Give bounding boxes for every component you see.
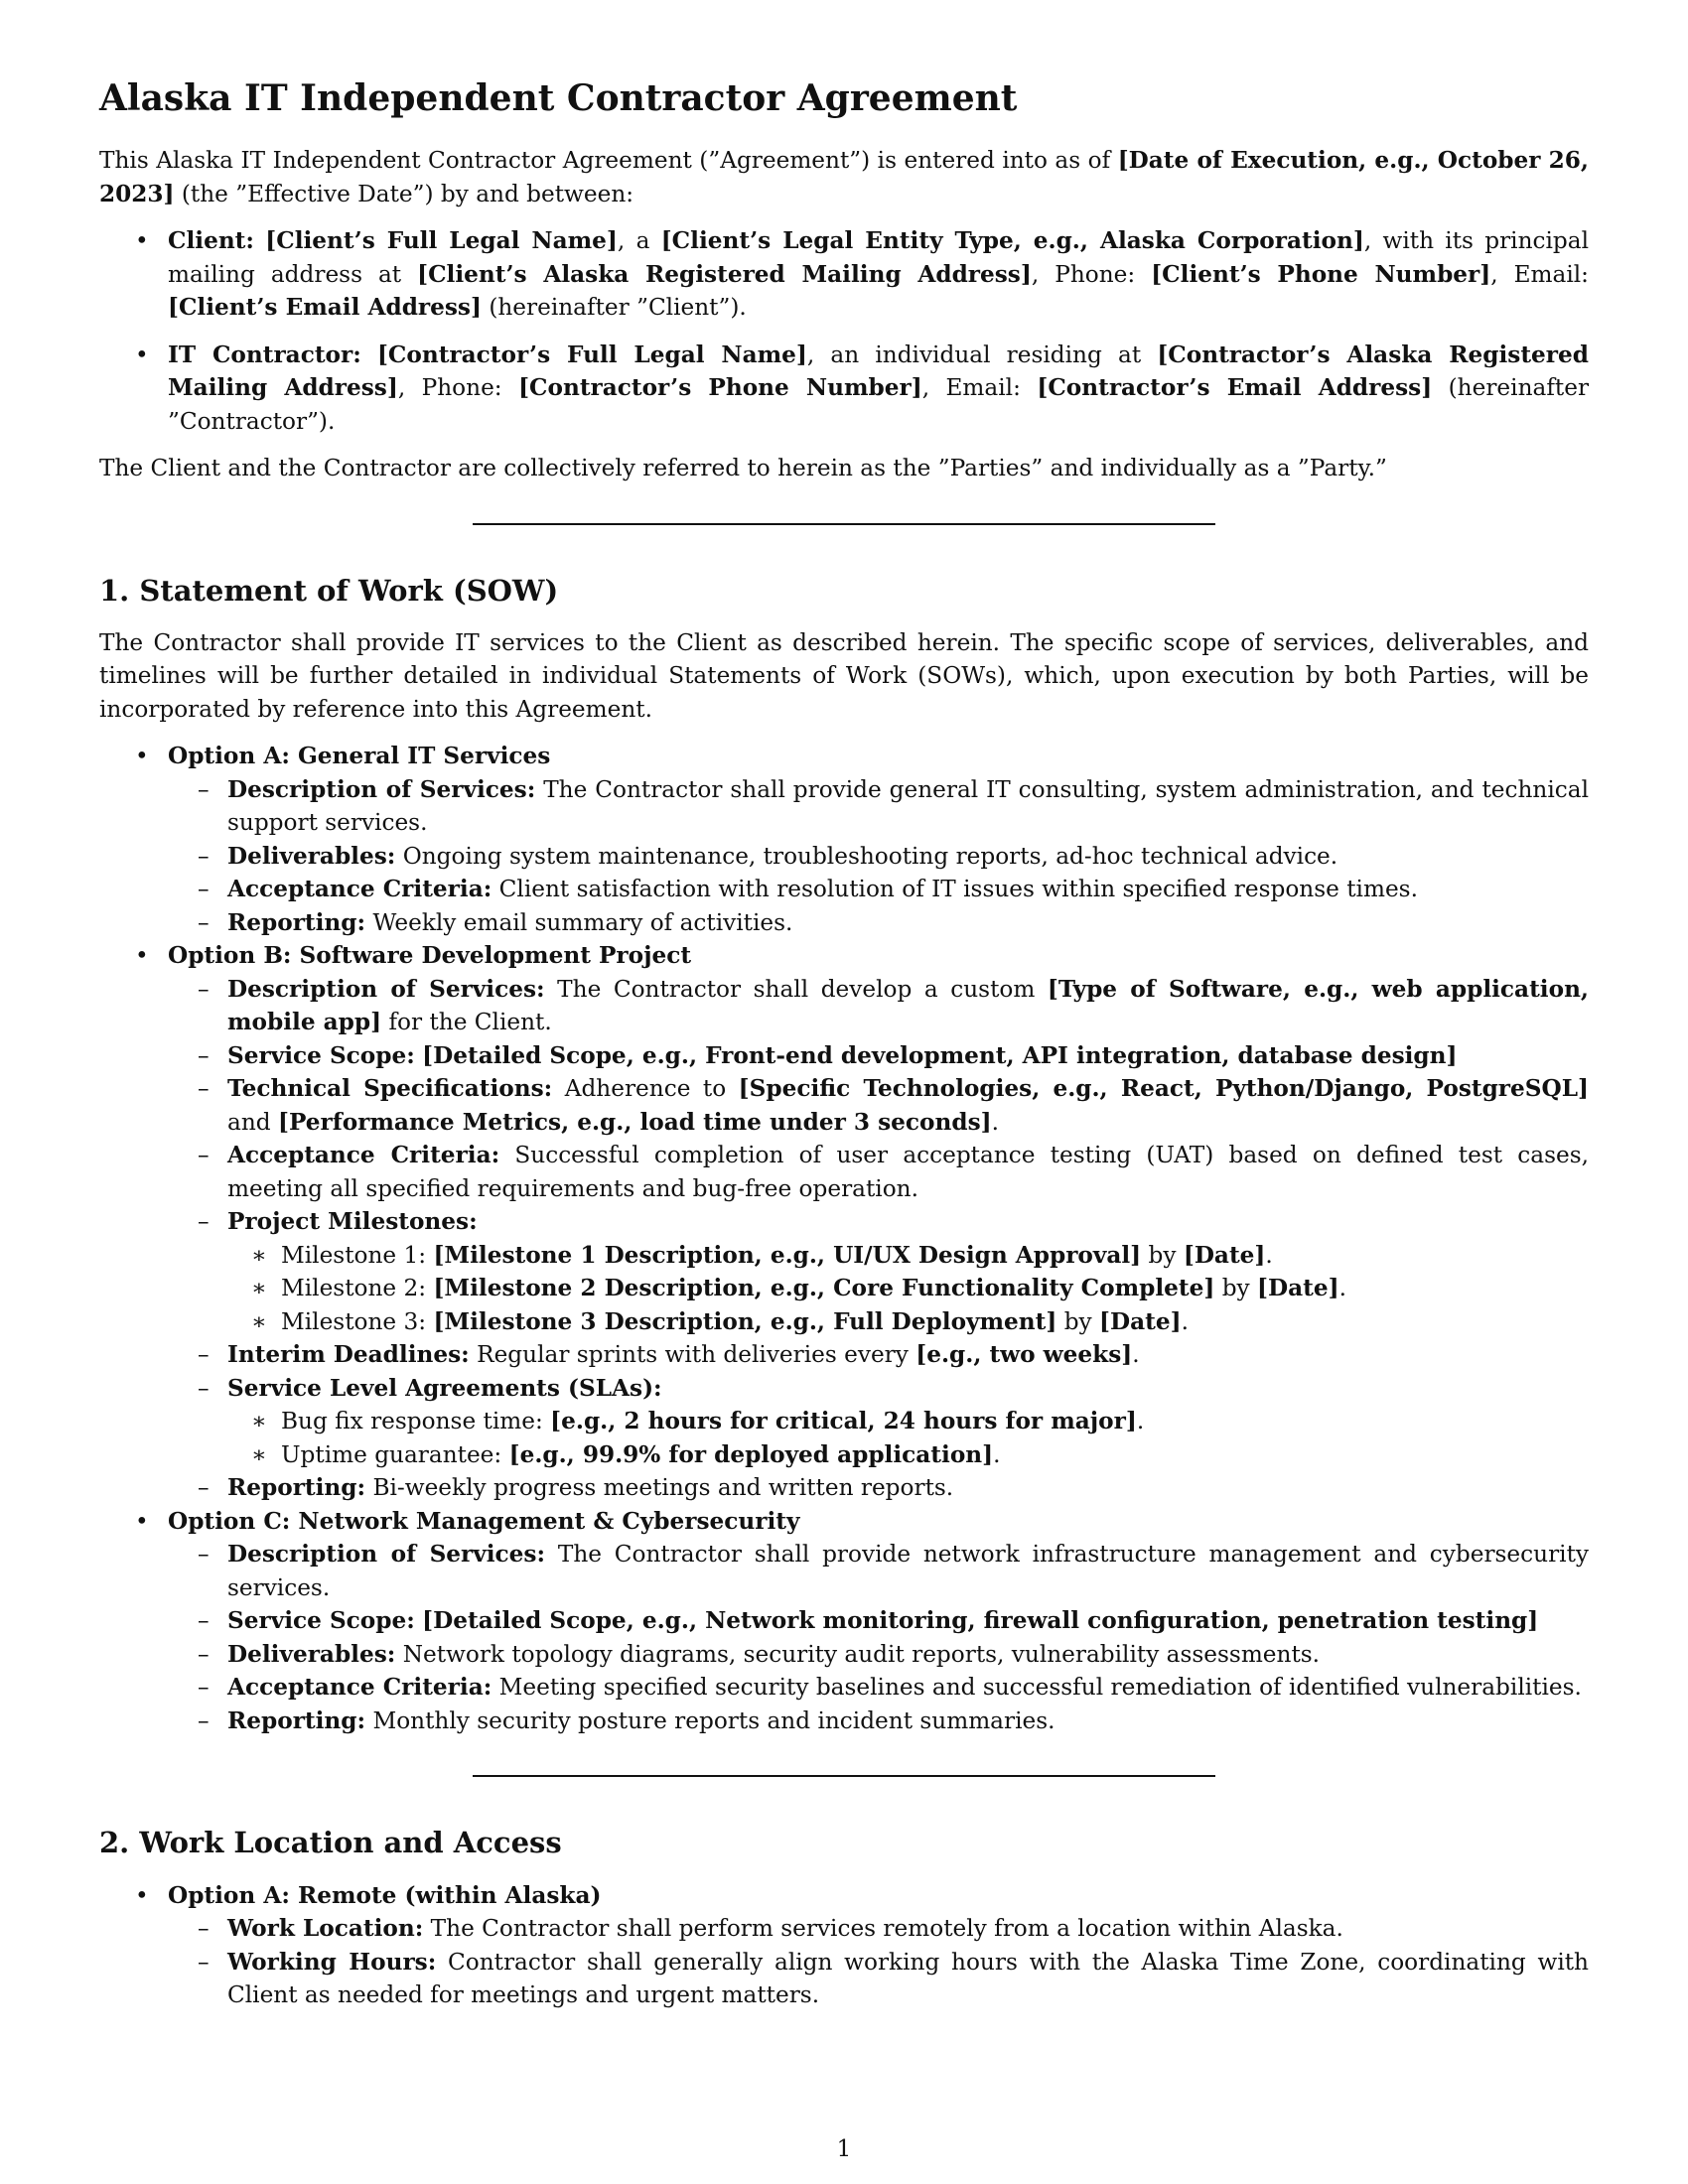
- list-item: – Service Scope: [Detailed Scope, e.g., Network monitoring, firewall configuration, penetration testing]: [168, 1604, 1589, 1638]
- document-title: Alaska IT Independent Contractor Agreement: [99, 77, 1018, 119]
- collective-definition: The Client and the Contractor are collectively referred to herein as the ”Parties” and individually as a ”Party.”: [99, 455, 1387, 482]
- list-item: – Deliverables: Network topology diagrams, security audit reports, vulnerability assessments.: [168, 1638, 1589, 1672]
- section-divider: [473, 1775, 1215, 1777]
- sow-option-c: • Option C: Network Management & Cybersecurity – Description of Services: The Contractor shall provide network infrastructure management and cybersecurity services. – Service Scope: [Detailed Scope, e.g., Network monitoring, firewall configuration, penetration testing] – Deliverables: Network topology diagrams, security audit reports, vulnerability assessments. – Acceptance Criteria: Meeting specified security baselines and successful remediation of identified vulnerabilities. – Reporting: Monthly security posture reports and incident summaries.: [99, 1505, 1589, 1738]
- list-item: – Description of Services: The Contractor shall provide general IT consulting, system administration, and technical support services.: [168, 773, 1589, 840]
- list-item: – Service Level Agreements (SLAs): ∗ Bug fix response time: [e.g., 2 hours for critical, 24 hours for major]. ∗ Uptime guarantee: [e.g., 99.9% for deployed application].: [168, 1372, 1589, 1472]
- sla-list: [227, 1405, 1589, 1471]
- sow-option-b: • Option B: Software Development Project – Description of Services: The Contractor shall develop a custom [Type of Software, e.g., web application, mobile app] for the Client. – Service Scope: [Detailed Scope, e.g., Front-end development, API integration, database design] – Technical Specifications: Adherence to [Specific Technologies, e.g., React, Python/Django, PostgreSQL] and [Performance Metrics, e.g., load time under 3 seconds]. – Acceptance Criteria: Successful completion of user acceptance testing (UAT) based on defined test cases, meeting all specified requirements and bug-free operation. – Project Milestones: ∗ Milestone 1: [Milestone 1 Description, e.g., UI/UX Design Approval] by [Date]. ∗ Milestone 2: [Milestone 2 Description, e.g., Core Functionality Complete] by [Date]. ∗ Milestone 3: [Milestone 3 Description, e.g., Full Deployment] by [Date]. – Interim Deadlines: Regular sprints with deliveries every [e.g., two weeks]. – Service Level Agreements (SLAs): ∗ Bug fix response time: [e.g., 2 hours for critical, 24 hours for major]. ∗ Uptime guarantee: [e.g., 99.9% for deployed application]. – Reporting: Bi-weekly progress meetings and written reports.: [99, 939, 1589, 1505]
- milestone-item: ∗ Milestone 2: [Milestone 2 Description, e.g., Core Functionality Complete] by [Date].: [227, 1272, 1589, 1305]
- sla-item: ∗ Uptime guarantee: [e.g., 99.9% for deployed application].: [227, 1438, 1589, 1472]
- sow-option-a: • Option A: General IT Services – Description of Services: The Contractor shall provide general IT consulting, system administration, and technical support services. – Deliverables: Ongoing system maintenance, troubleshooting reports, ad-hoc technical advice. – Acceptance Criteria: Client satisfaction with resolution of IT issues within specified response times. – Reporting: Weekly email summary of activities.: [99, 740, 1589, 939]
- list-item: – Acceptance Criteria: Client satisfaction with resolution of IT issues within specified response times.: [168, 873, 1589, 906]
- list-item: – Acceptance Criteria: Successful completion of user acceptance testing (UAT) based on defined test cases, meeting all specified requirements and bug-free operation.: [168, 1139, 1589, 1205]
- milestone-item: ∗ Milestone 1: [Milestone 1 Description, e.g., UI/UX Design Approval] by [Date].: [227, 1239, 1589, 1273]
- list-item: – Description of Services: The Contractor shall develop a custom [Type of Software, e.g., web application, mobile app] for the Client.: [168, 973, 1589, 1039]
- list-item: – Service Scope: [Detailed Scope, e.g., Front-end development, API integration, database design]: [168, 1039, 1589, 1073]
- page-number: 1: [836, 2136, 852, 2162]
- work-location-option-a: • Option A: Remote (within Alaska) – Work Location: The Contractor shall perform services remotely from a location within Alaska. – Working Hours: Contractor shall generally align working hours with the Alaska Time Zone, coordinating with Client as needed for meetings and urgent matters.: [99, 1879, 1589, 2012]
- sow-options-list: [99, 740, 1589, 1737]
- section-1-intro: The Contractor shall provide IT services to the Client as described herein. The specific scope of services, deliverables, and timelines will be further detailed in individual Statements of Work (SOWs), which, upon execution by both Parties, will be incorporated by reference into this Agreement.: [99, 628, 1589, 723]
- list-item: – Reporting: Bi-weekly progress meetings and written reports.: [168, 1471, 1589, 1505]
- section-divider: [473, 523, 1215, 525]
- parties-list: [99, 224, 1589, 438]
- list-item: – Reporting: Monthly security posture reports and incident summaries.: [168, 1705, 1589, 1738]
- list-item: – Description of Services: The Contractor shall provide network infrastructure management and cybersecurity services.: [168, 1538, 1589, 1604]
- list-item: – Reporting: Weekly email summary of activities.: [168, 906, 1589, 940]
- list-item: – Technical Specifications: Adherence to [Specific Technologies, e.g., React, Python/Django, PostgreSQL] and [Performance Metrics, e.g., load time under 3 seconds].: [168, 1072, 1589, 1139]
- client-party-item: • Client: [Client’s Full Legal Name], a [Client’s Legal Entity Type, e.g., Alaska Corporation], with its principal mailing address at [Client’s Alaska Registered Mailing Address], Phone: [Client’s Phone Number], Email: [Client’s Email Address] (hereinafter ”Client”).: [99, 224, 1589, 325]
- section-1-heading: 1. Statement of Work (SOW): [99, 573, 559, 608]
- section-2-heading: 2. Work Location and Access: [99, 1826, 562, 1860]
- work-location-options-list: [99, 1879, 1589, 2012]
- list-item: – Working Hours: Contractor shall generally align working hours with the Alaska Time Zone, coordinating with Client as needed for meetings and urgent matters.: [168, 1946, 1589, 2012]
- contractor-party-item: • IT Contractor: [Contractor’s Full Legal Name], an individual residing at [Contractor’s Alaska Registered Mailing Address], Phone: [Contractor’s Phone Number], Email: [Contractor’s Email Address] (hereinafter ”Contractor”).: [99, 339, 1589, 439]
- list-item: – Deliverables: Ongoing system maintenance, troubleshooting reports, ad-hoc technical advice.: [168, 840, 1589, 874]
- document-page: [99, 77, 1589, 2026]
- list-item: – Acceptance Criteria: Meeting specified security baselines and successful remediation of identified vulnerabilities.: [168, 1671, 1589, 1705]
- intro-paragraph: This Alaska IT Independent Contractor Agreement (”Agreement”) is entered into as of [Date of Execution, e.g., October 26, 2023] (the ”Effective Date”) by and between:: [99, 147, 1589, 207]
- list-item: – Interim Deadlines: Regular sprints with deliveries every [e.g., two weeks].: [168, 1338, 1589, 1372]
- effective-date-placeholder: [Date of Execution, e.g., October 26, 2023]: [99, 147, 1589, 207]
- list-item: – Project Milestones: ∗ Milestone 1: [Milestone 1 Description, e.g., UI/UX Design Approval] by [Date]. ∗ Milestone 2: [Milestone 2 Description, e.g., Core Functionality Complete] by [Date]. ∗ Milestone 3: [Milestone 3 Description, e.g., Full Deployment] by [Date].: [168, 1205, 1589, 1338]
- list-item: – Work Location: The Contractor shall perform services remotely from a location within Alaska.: [168, 1912, 1589, 1946]
- milestone-item: ∗ Milestone 3: [Milestone 3 Description, e.g., Full Deployment] by [Date].: [227, 1305, 1589, 1339]
- sla-item: ∗ Bug fix response time: [e.g., 2 hours for critical, 24 hours for major].: [227, 1405, 1589, 1438]
- milestones-list: [227, 1239, 1589, 1339]
